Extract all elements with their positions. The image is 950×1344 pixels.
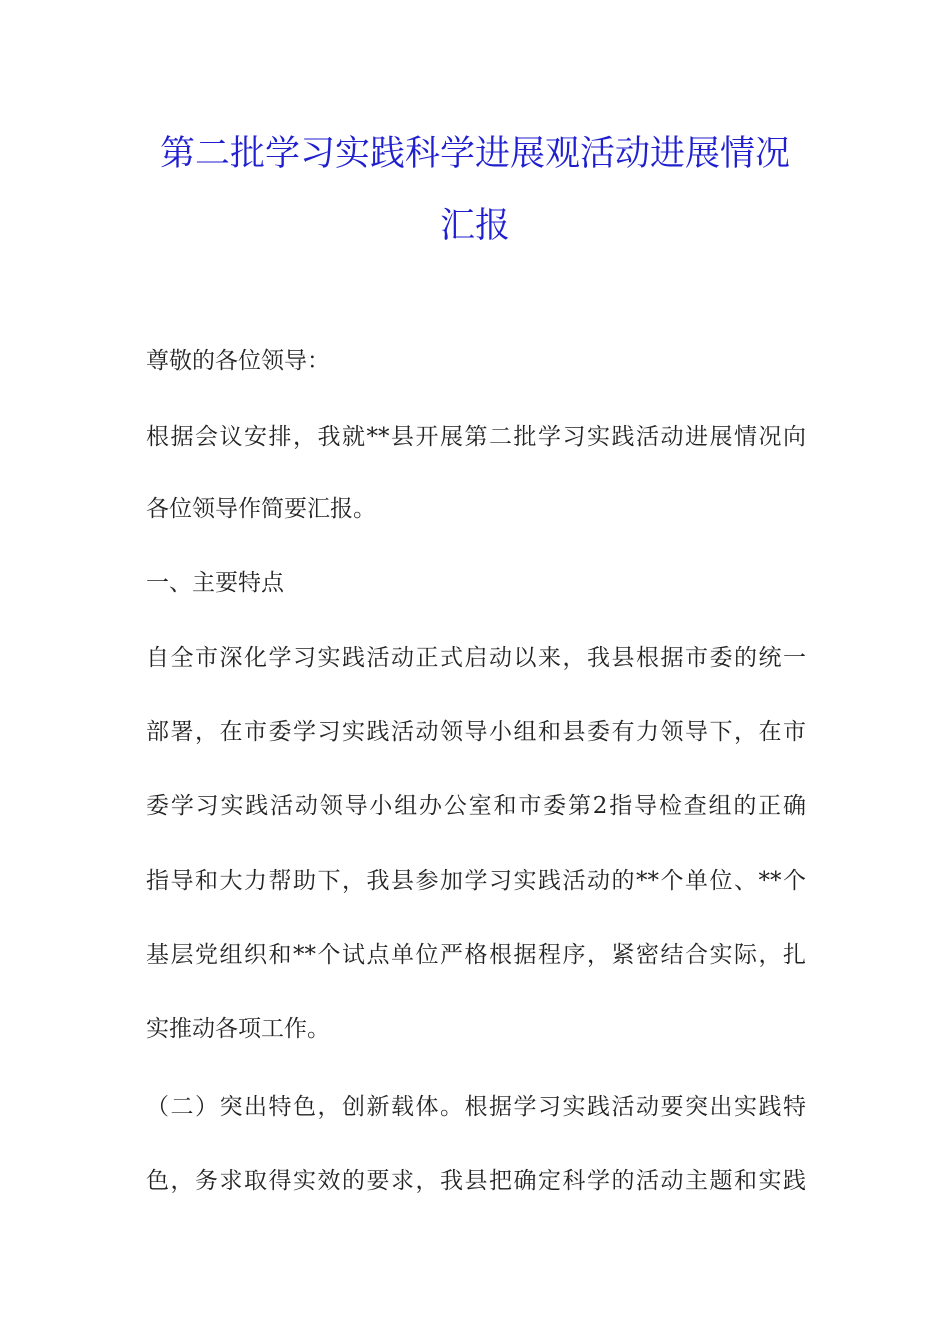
paragraph1-line-6: 实推动各项工作。 — [146, 1016, 330, 1042]
document-title-line-1: 第二批学习实践科学进展观活动进展情况 — [159, 134, 790, 174]
paragraph1-line-5: 基层党组织和**个试点单位严格根据程序，紧密结合实际，扎 — [146, 942, 806, 968]
salutation: 尊敬的各位领导： — [146, 348, 330, 374]
intro-line-2: 各位领导作简要汇报。 — [146, 496, 376, 522]
paragraph1-line-1: 自全市深化学习实践活动正式启动以来，我县根据市委的统一 — [146, 645, 806, 671]
paragraph1-line-3: 委学习实践活动领导小组办公室和市委第2指导检查组的正确 — [146, 793, 806, 819]
paragraph2-line-2: 色，务求取得实效的要求，我县把确定科学的活动主题和实践 — [146, 1168, 806, 1194]
paragraph2-line-1: （二）突出特色，创新载体。根据学习实践活动要突出实践特 — [146, 1094, 806, 1120]
section-heading: 一、主要特点 — [146, 570, 284, 596]
paragraph1-line-2: 部署，在市委学习实践活动领导小组和县委有力领导下，在市 — [146, 719, 806, 745]
intro-line-1: 根据会议安排，我就**县开展第二批学习实践活动进展情况向 — [146, 424, 806, 450]
paragraph1-line-4: 指导和大力帮助下，我县参加学习实践活动的**个单位、**个 — [146, 868, 806, 894]
document-title-line-2: 汇报 — [439, 206, 510, 246]
